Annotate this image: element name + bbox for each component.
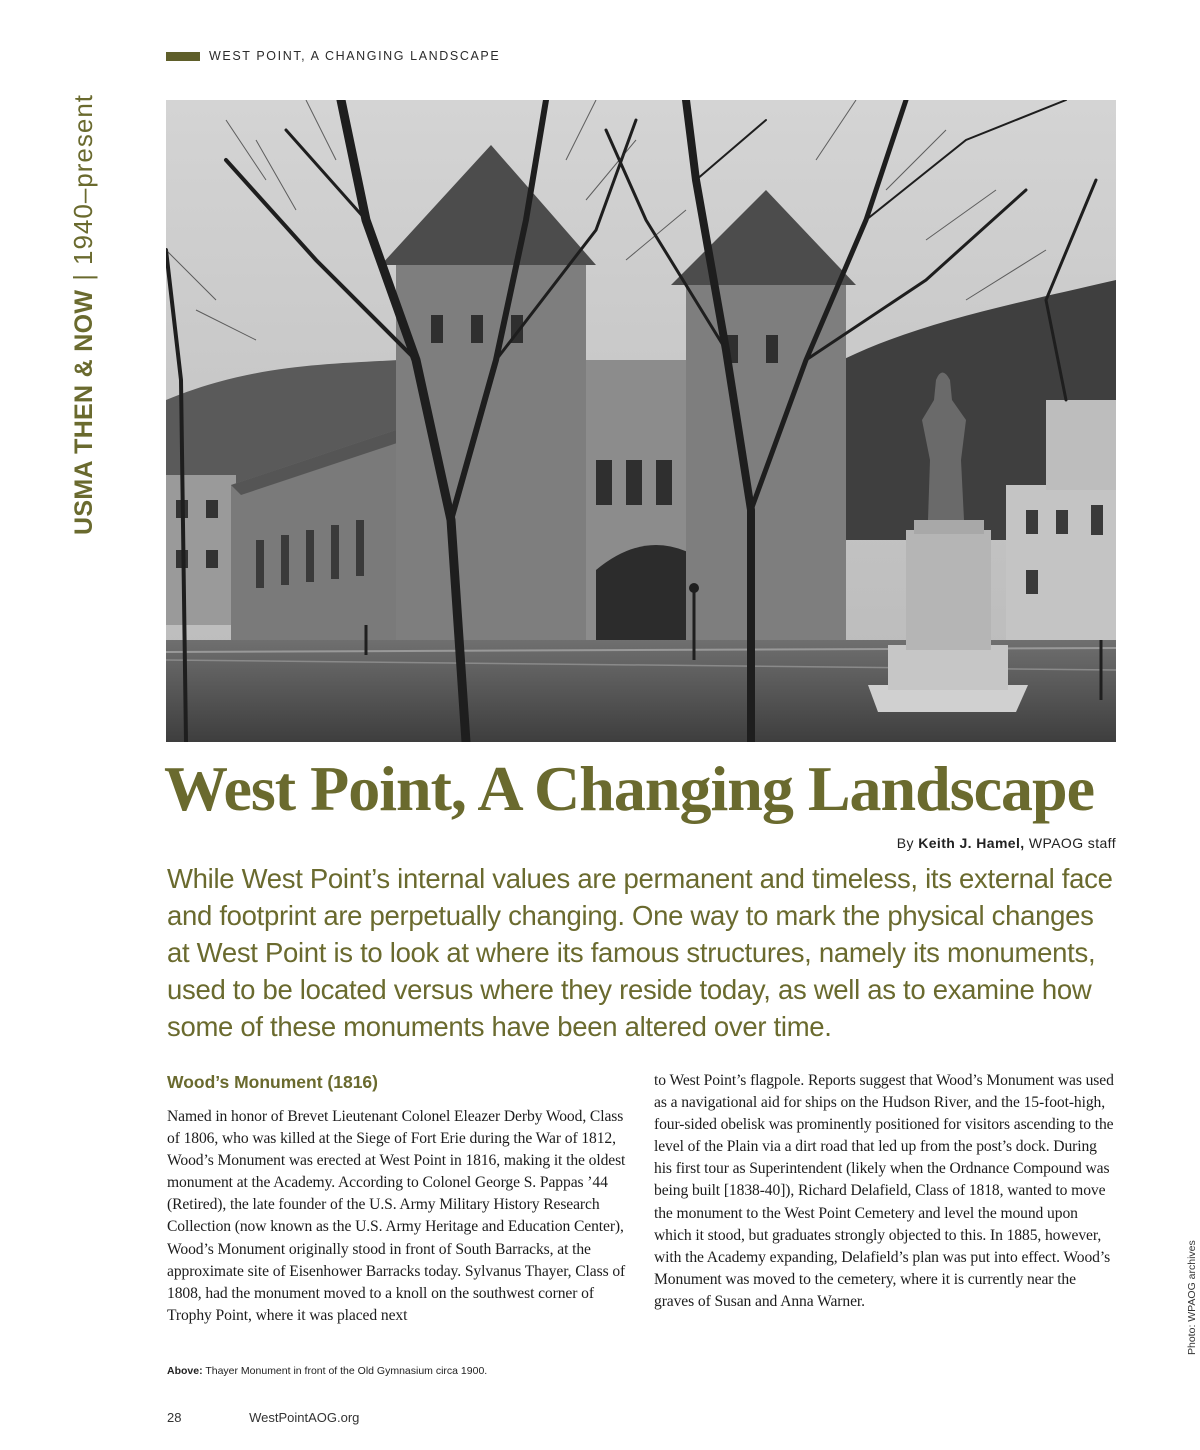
caption-label: Above:: [167, 1365, 203, 1377]
footer-site: WestPointAOG.org: [249, 1410, 360, 1425]
header-bar: [166, 52, 200, 61]
body-paragraph-continued: to West Point’s flagpole. Reports suggest that Wood’s Monument was used as a navigational aid for ships on the Hudson River, and the 15-foot-high, four-sided obelisk was prominently positioned for visitors ascending to the level of the Plain via a dirt road that led up from the post’s dock. During his first tour as Superintendent (likely when the Ordnance Compound was being built [1838-40]), Richard Delafield, Class of 1818, wanted to move the monument to the West Point Cemetery and level the mound upon which it stood, but graduates strongly objected to this. In 1885, however, with the Academy expanding, Delafield’s plan was put into effect. Wood’s Monument was moved to the cemetery, where it is currently near the graves of Susan and Anna Warner.: [654, 1072, 1114, 1310]
section-heading: Wood’s Monument (1816): [167, 1072, 378, 1092]
article-column-left: [167, 1072, 629, 1327]
byline: [897, 835, 1116, 851]
section-vertical-label: [68, 94, 99, 535]
byline-author: Keith J. Hamel,: [918, 835, 1025, 851]
photo-caption: [167, 1365, 487, 1377]
photo-credit: Photo: WPAOG archives: [1186, 1240, 1198, 1355]
photo-illustration: [166, 100, 1116, 742]
article-column-right: [654, 1070, 1116, 1313]
byline-prefix: By: [896, 835, 914, 851]
byline-affiliation: WPAOG staff: [1028, 835, 1116, 851]
lead-paragraph: While West Point’s internal values are permanent and timeless, its external face and footprint are perpetually changing. One way to mark the physical changes at West Point is to look at where its famous structures, namely its monuments, used to be located versus where they reside today, as well as to examine how some of these monuments have been altered over time.: [167, 863, 1113, 1042]
section-separator: |: [68, 274, 98, 281]
caption-text: Thayer Monument in front of the Old Gymnasium circa 1900.: [205, 1365, 488, 1377]
body-paragraph: Named in honor of Brevet Lieutenant Colonel Eleazer Derby Wood, Class of 1806, who was killed at the Siege of Fort Erie during the War of 1812, Wood’s Monument was erected at West Point in 1816, making it the oldest monument at the Academy. According to Colonel George S. Pappas ’44 (Retired), the late founder of the U.S. Army Military History Research Collection (now known as the U.S. Army Heritage and Education Center), Wood’s Monument originally stood in front of South Barracks, at the approximate site of Eisenhower Barracks today. Sylvanus Thayer, Class of 1808, had the monument moved to a knoll on the southwest corner of Trophy Point, where it was placed next: [167, 1108, 626, 1324]
historic-photo: [166, 100, 1116, 742]
page-footer: [167, 1410, 359, 1425]
section-era: 1940–present: [68, 93, 98, 265]
article-title: West Point, A Changing Landscape: [164, 753, 1094, 824]
page-number: 28: [167, 1410, 182, 1425]
running-header: [166, 47, 500, 65]
running-header-text: WEST POINT, A CHANGING LANDSCAPE: [209, 49, 501, 63]
section-name: USMA THEN & NOW: [70, 289, 98, 535]
